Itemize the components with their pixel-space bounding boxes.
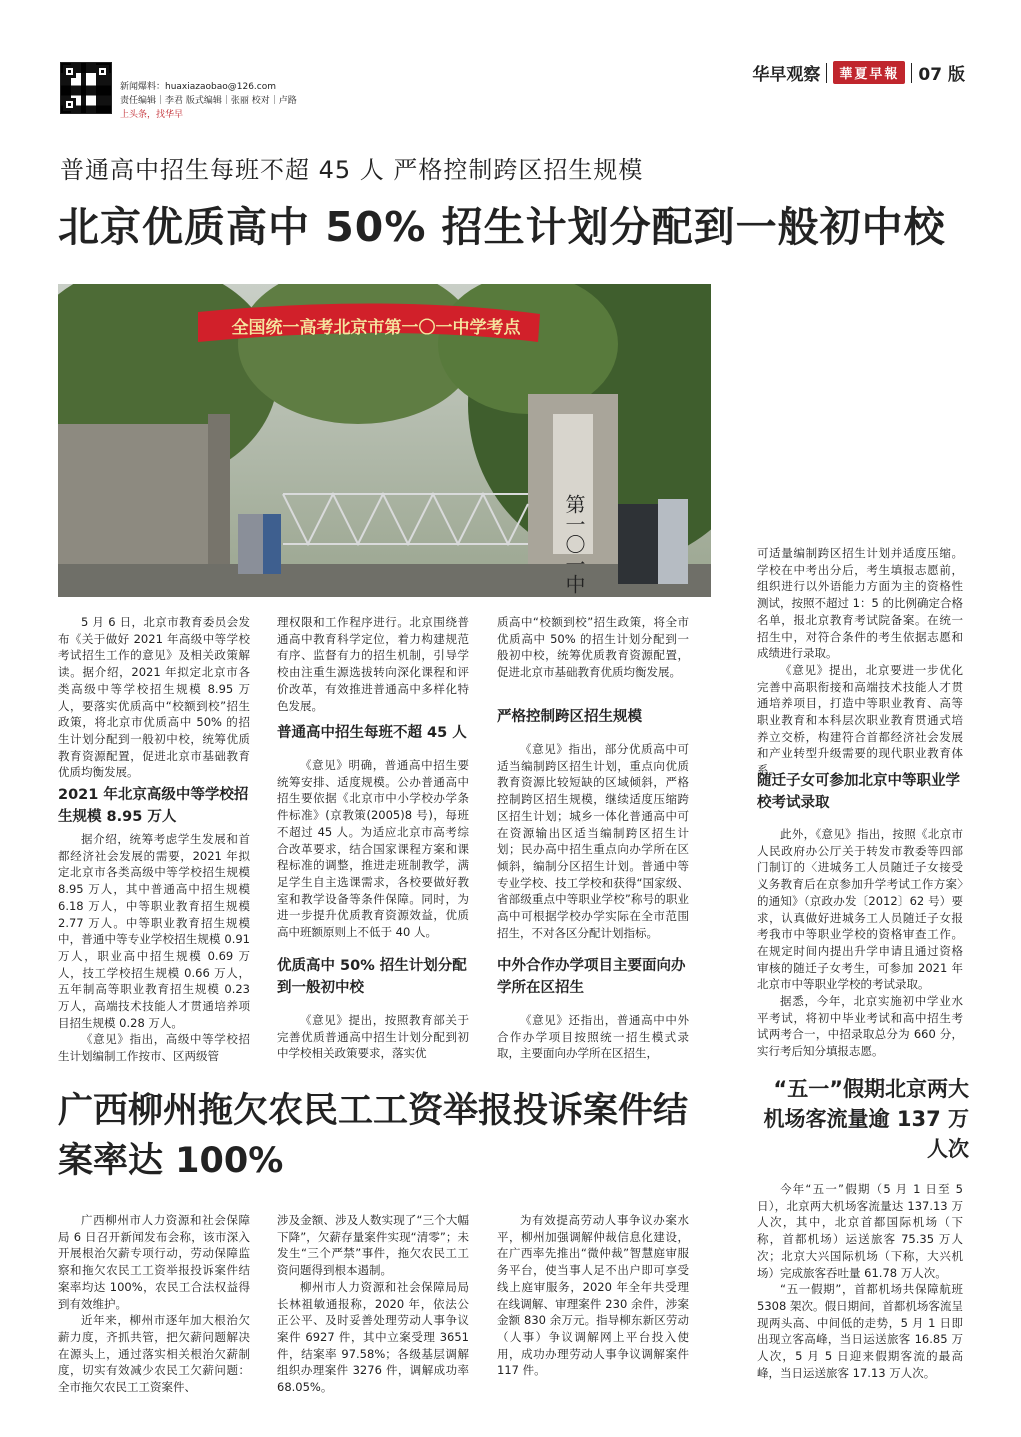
paragraph: 广西柳州市人力资源和社会保障局 6 日召开新闻发布会称，该市深入开展根治欠薪专项行动，劳动保障监察和拖欠农民工工资举报投诉案件结案率均达 100%，农民工合法权益得到有效维护。 xyxy=(58,1213,250,1311)
article1-column-2b xyxy=(277,757,469,941)
newspaper-logo: 華夏早報 xyxy=(833,61,905,84)
article2-column-2 xyxy=(277,1212,469,1396)
paragraph: 《意见》提出，北京要进一步优化完善中高职衔接和高端技术技能人才贯通培养项目，打造中等职业教育、高等职业教育和本科层次职业教育贯通式培养立交桥，构建符合首都经济社会发展和产业转型升级需要的现代职业教育体系。 xyxy=(757,662,963,778)
paragraph: 可适量编制跨区招生计划并适度压缩。学校在中考出分后，考生填报志愿前，组织进行以外语能力方面为主的资格性测试，按照不超过 1：5 的比例确定合格名单，报北京教育考试院备案。在统一招生中，对符合条件的考生依据志愿和成绩进行录取。 xyxy=(757,546,963,661)
paragraph: 柳州市人力资源和社会保障局局长林祖敏通报称，2020 年，依法公正公平、及时妥善处理劳动人事争议案件 6927 件，其中立案受理 3651 件，结案率 97.58%；各级基层调解组织办理案件 3276 件，调解成功率 68.05%。 xyxy=(277,1279,469,1395)
editors-line: 责任编辑｜李君 版式编辑｜张丽 校对｜卢路 xyxy=(120,96,297,106)
article3-title: “五一”假期北京两大机场客流量逾 137 万人次 xyxy=(763,1077,969,1161)
paragraph: 涉及金额、涉及人数实现了“三个大幅下降”，欠薪存量案件实现“清零”；未发生“三个严禁”事件，拖欠农民工工资问题得到根本遏制。 xyxy=(277,1213,469,1278)
paragraph: “五一假期”，首都机场共保障航班 5308 架次。假日期间，首都机场客流呈现两头高、中间低的走势，5 月 1 日即出现立客高峰，当日运送旅客 16.85 万人次，5 月 5 日迎来假期客流的最高峰，当日运送旅客 17.13 万人次。 xyxy=(757,1282,963,1380)
paragraph: 据悉，今年，北京实施初中学业水平考试，将初中毕业考试和高中招生考试两考合一，中招录取总分为 660 分，实行考后知分填报志愿。 xyxy=(757,994,963,1059)
paragraph: 理权限和工作程序进行。北京围绕普通高中教育科学定位，着力构建规范有序、监督有力的招生机制，引导学校由注重生源选拔转向深化课程和评价改革，有效推进普通高中多样化特色发展。 xyxy=(277,615,469,713)
article2-column-3 xyxy=(497,1212,689,1379)
news-photo xyxy=(58,284,711,597)
paragraph: 为有效提高劳动人事争议办案水平，柳州加强调解仲裁信息化建设，在广西率先推出“微仲裁”智慧庭审服务平台，使当事人足不出户即可享受线上庭审服务，2020 年全年共受理在线调解、审理案件 230 余件，涉案金额 830 余万元。指导柳东新区劳动（人事）争议调解网上平台投入使用，成功办理劳动人事争议调解案件 117 件。 xyxy=(497,1213,689,1378)
paragraph: 质高中“校额到校”招生政策，将全市优质高中 50% 的招生计划分配到一般初中校，统筹优质教育资源配置，促进北京市基础教育优质均衡发展。 xyxy=(497,615,689,680)
article1-heading-45: 普通高中招生每班不超 45 人 xyxy=(277,725,467,741)
photo-banner-text: 全国统一高考北京市第一〇一中学考点 xyxy=(231,318,521,338)
article1-heading-migrant: 随迁子女可参加北京中等职业学校考试录取 xyxy=(757,773,960,811)
paragraph: 此外，《意见》指出，按照《北京市人民政府办公厅关于转发市教委等四部门制订的〈进城务工人员随迁子女接受义务教育后在京参加升学考试工作方案〉的通知》（京政办发〔2012〕62 号）要求，认真做好进城务工人员随迁子女报考我市中等职业学校的资格审查工作。在规定时间内提出升学申请且通过资格审核的随迁子女考生，可参加 2021 年北京市中等职业学校的考试录取。 xyxy=(757,827,963,992)
paragraph: 《意见》明确，普通高中招生要统筹安排、适度规模。公办普通高中招生要依据《北京市中小学校办学条件标准》(京教策(2005)8 号)，每班不超过 45 人。为适应北京市高考综合改革要求，结合国家课程方案和课程标准的调整，推进走班制教学，满足学生自主选课需求，各校要做好教室和教学设备等条件保障。同时，为进一步提升优质教育资源效益，优质高中班额原则上不低于 40 人。 xyxy=(277,758,469,940)
article3-column xyxy=(757,1181,963,1381)
article1-title: 北京优质高中 50% 招生计划分配到一般初中校 xyxy=(58,203,946,251)
paragraph: 近年来，柳州市逐年加大根治欠薪力度，齐抓共管，把欠薪问题解决在源头上，通过落实相关根治欠薪制度，切实有效减少农民工欠薪问题：全市拖欠农民工工资案件、 xyxy=(58,1313,250,1395)
paragraph: 《意见》指出，高级中等学校招生计划编制工作按市、区两级管 xyxy=(58,1032,250,1064)
school-gate-illustration xyxy=(58,284,711,597)
divider xyxy=(826,63,827,83)
paragraph: 5 月 6 日，北京市教育委员会发布《关于做好 2021 年高级中等学校考试招生工作的意见》及相关政策解读。据介绍，2021 年拟定北京市各类高级中等学校招生规模 8.95 万人，要落实优质高中“校额到校”招生政策，将北京市优质高中 50% 的招生计划分配到一般初中校，统筹优质教育资源配置，促进北京市基础教育优质均衡发展。 xyxy=(58,615,250,780)
article1-column-1b xyxy=(58,831,250,1065)
qr-code-icon[interactable] xyxy=(60,62,112,114)
slogan: 上头条，找华早 xyxy=(120,110,184,120)
article1-column-3b xyxy=(497,741,689,941)
paragraph: 《意见》还指出，普通高中中外合作办学项目按照统一招生模式录取，主要面向办学所在区招生， xyxy=(497,1013,689,1061)
article2-column-1 xyxy=(58,1212,250,1396)
article1-column-4 xyxy=(757,545,963,779)
photo-sign-text: 第一〇一中 xyxy=(562,494,586,594)
page-number: 07 版 xyxy=(918,65,965,85)
article1-column-3 xyxy=(497,614,689,681)
paragraph: 《意见》指出，部分优质高中可适当编制跨区招生计划，重点向优质教育资源比较短缺的区域倾斜，严格控制跨区招生规模，继续适度压缩跨区招生计划；城乡一体化普通高中可在资源输出区适当编制跨区招生计划；民办高中招生重点向办学所在区倾斜，编制分区招生计划。普通中等专业学校、技工学校和获得“国家级、省部级重点中等职业学校”称号的职业高中可根据学校办学实际在全市范围招生，不对各区分配计划指标。 xyxy=(497,742,689,940)
masthead-meta xyxy=(120,80,297,122)
article1-column-2 xyxy=(277,614,469,714)
page-header xyxy=(752,60,965,85)
article1-column-3c xyxy=(497,1012,689,1062)
article2-title: 广西柳州拖欠农民工工资举报投诉案件结案率达 100% xyxy=(58,1091,689,1181)
article1-column-2c xyxy=(277,1012,469,1062)
article1-heading-50: 优质高中 50% 招生计划分配到一般初中校 xyxy=(277,958,467,996)
article1-column-4b xyxy=(757,826,963,1060)
article1-heading-cross: 严格控制跨区招生规模 xyxy=(497,709,642,725)
article1-heading-2021: 2021 年北京高级中等学校招生规模 8.95 万人 xyxy=(58,787,249,825)
contact-line: 新闻爆料：huaxiazaobao@126.com xyxy=(120,82,277,92)
paragraph: 《意见》提出，按照教育部关于完善优质普通高中招生计划分配到初中学校相关政策要求，落实优 xyxy=(277,1013,469,1061)
divider xyxy=(911,63,912,83)
paragraph: 据介绍，统筹考虑学生发展和首都经济社会发展的需要，2021 年拟定北京市各类高级中等学校招生规模 8.95 万人，其中普通高中招生规模 6.18 万人，中等职业教育招生规模 2.77 万人。中等职业教育招生规模中，普通中等专业学校招生规模 0.91 万人，职业高中招生规模 0.69 万人，技工学校招生规模 0.66 万人，五年制高等职业教育招生规模 0.23 万人，高端技术技能人才贯通培养项目招生规模 0.28 万人。 xyxy=(58,832,250,1030)
article1-subtitle: 普通高中招生每班不超 45 人 严格控制跨区招生规模 xyxy=(60,156,644,184)
paragraph: 今年“五一”假期（5 月 1 日至 5 日），北京两大机场客流量达 137.13 万人次，其中，北京首都国际机场（下称，首都机场）运送旅客 75.35 万人次；北京大兴国际机场（下称，大兴机场）完成旅客吞吐量 61.78 万人次。 xyxy=(757,1182,963,1280)
article1-heading-coop: 中外合作办学项目主要面向办学所在区招生 xyxy=(497,958,686,996)
article1-column-1 xyxy=(58,614,250,781)
section-name: 华早观察 xyxy=(752,65,821,85)
